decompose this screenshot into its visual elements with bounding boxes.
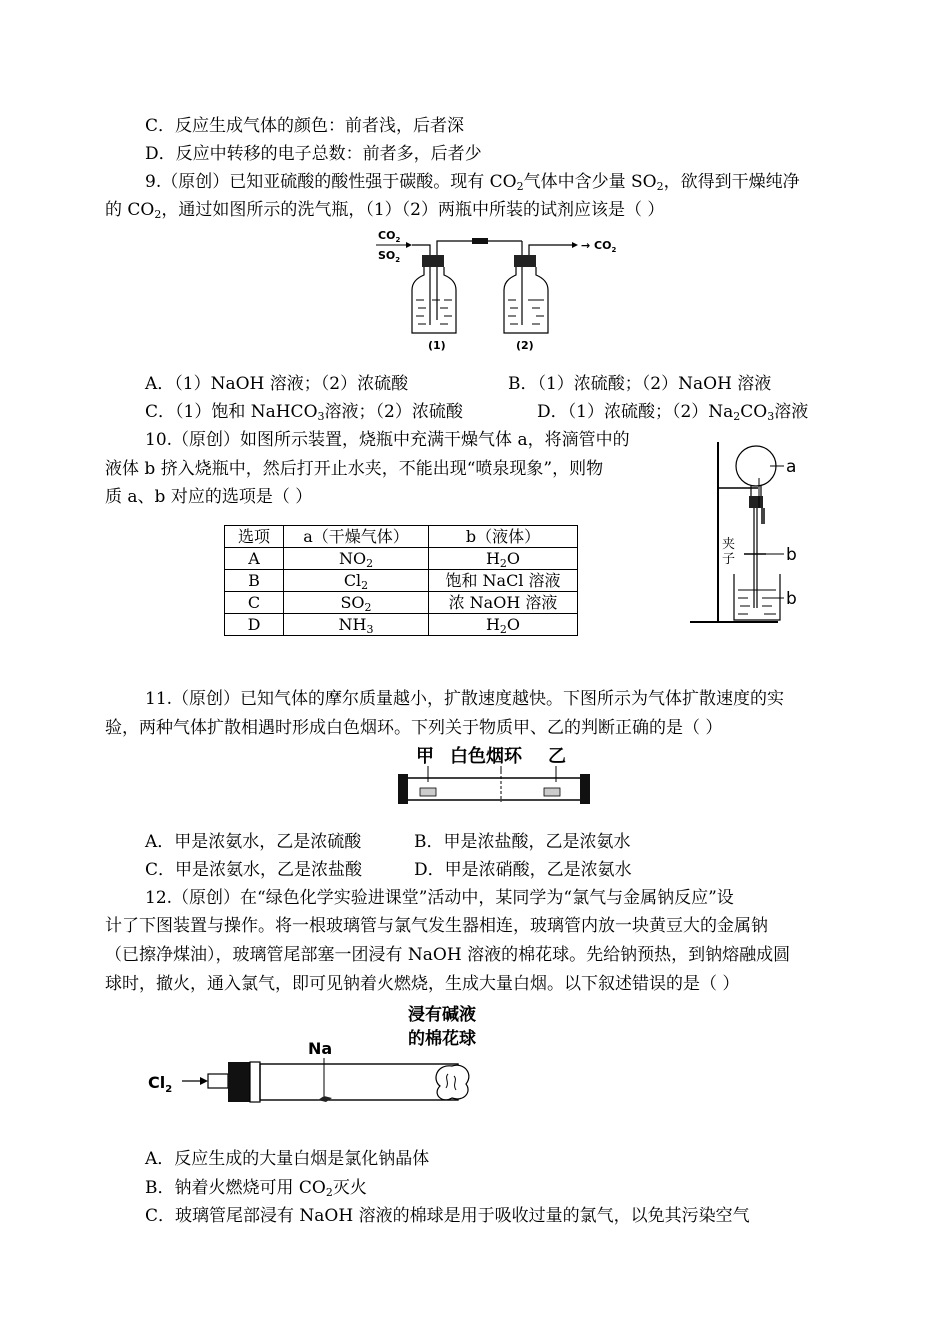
q10-stem-line2: 液体 b 挤入烧瓶中，然后打开止水夹，不能出现“喷泉现象”，则物 xyxy=(105,459,604,479)
gas-cell: $NH_3$ xyxy=(284,614,429,636)
gas-cell: $NO_2$ xyxy=(284,548,429,570)
q9-stem-line2: 的 $CO_2$，通过如图所示的洗气瓶，（1）（2）两瓶中所装的试剂应该是（ ） xyxy=(105,200,665,221)
wash-bottles-figure xyxy=(372,225,617,355)
option-cell: A xyxy=(225,548,284,570)
q10-stem-line3: 质 a、b 对应的选项是（ ） xyxy=(105,487,313,507)
q11-option-b: B．甲是浓盐酸，乙是浓氨水 xyxy=(414,832,631,852)
liquid-cell: $H_2O$ xyxy=(429,614,578,636)
clamp-label-2: 子 xyxy=(722,552,736,567)
table-header: b（液体） xyxy=(429,526,578,548)
q8-option-c: C．反应生成气体的颜色：前者浅，后者深 xyxy=(145,116,465,136)
cotton-label-1: 浸有碱液 xyxy=(408,1005,476,1025)
fig-co2-out: → $CO_2$ xyxy=(581,239,617,254)
label-smoke-ring: 白色烟环 xyxy=(450,746,522,767)
fig-bottle1-label: (1) xyxy=(428,339,446,352)
liquid-cell: $H_2O$ xyxy=(429,548,578,570)
fig-so2-in: $SO_2$ xyxy=(378,249,401,264)
q11-option-d: D．甲是浓硝酸，乙是浓氨水 xyxy=(414,860,632,880)
diffusion-tube-figure xyxy=(396,740,592,808)
table-header: a（干燥气体） xyxy=(284,526,429,548)
q12-option-b: B．钠着火燃烧可用 $CO_2$灭火 xyxy=(145,1178,367,1199)
table-header: 选项 xyxy=(225,526,284,548)
q11-option-c: C．甲是浓氨水，乙是浓盐酸 xyxy=(145,860,363,880)
q9-option-b: B．（1）浓硫酸；（2）NaOH 溶液 xyxy=(508,374,772,394)
gas-cell: $Cl_2$ xyxy=(284,570,429,592)
q8-option-d: D．反应中转移的电子总数：前者多，后者少 xyxy=(145,144,482,164)
table-row xyxy=(225,614,578,636)
q9-option-c: C．（1）饱和 NaHCO$_3$溶液；（2）浓硫酸 xyxy=(145,402,463,423)
q9-stem-line1: 9.（原创）已知亚硫酸的酸性强于碳酸。现有 $CO_2$气体中含少量 $SO_2$，欲得到干燥纯净 xyxy=(145,172,800,193)
fig-co2-in: $CO_2$ xyxy=(378,229,401,244)
gas-cell: $SO_2$ xyxy=(284,592,429,614)
liquid-cell: 浓 NaOH 溶液 xyxy=(429,592,578,614)
table-row xyxy=(225,570,578,592)
q10-options-table xyxy=(224,525,578,636)
clamp-label-1: 夹 xyxy=(722,537,736,552)
label-jia: 甲 xyxy=(416,746,434,767)
liquid-cell: 饱和 NaCl 溶液 xyxy=(429,570,578,592)
q9-option-d: D．（1）浓硫酸；$(2)Na_2CO_3$溶液 xyxy=(537,402,809,423)
label-b-beaker: b xyxy=(786,589,797,609)
q10-stem-line1: 10.（原创）如图所示装置，烧瓶中充满干燥气体 a，将滴管中的 xyxy=(145,430,630,450)
label-a: a xyxy=(786,457,797,477)
option-cell: D xyxy=(225,614,284,636)
option-cell: C xyxy=(225,592,284,614)
label-cl2: $Cl_2$ xyxy=(148,1073,173,1095)
option-cell: B xyxy=(225,570,284,592)
q11-stem-line2: 验，两种气体扩散相遇时形成白色烟环。下列关于物质甲、乙的判断正确的是（ ） xyxy=(105,718,723,738)
q12-option-a: A．反应生成的大量白烟是氯化钠晶体 xyxy=(145,1149,430,1169)
label-na: Na xyxy=(308,1039,333,1058)
q12-stem-line4: 球时，撤火，通入氯气，即可见钠着火燃烧，生成大量白烟。以下叙述错误的是（ ） xyxy=(105,974,740,994)
q9-option-a: A．（1）NaOH 溶液；（2）浓硫酸 xyxy=(145,374,409,394)
table-row xyxy=(225,548,578,570)
q12-stem-line1: 12.（原创）在“绿色化学实验进课堂”活动中，某同学为“氯气与金属钠反应”设 xyxy=(145,888,734,908)
q12-option-c: C．玻璃管尾部浸有 NaOH 溶液的棉球是用于吸收过量的氯气，以免其污染空气 xyxy=(145,1206,750,1226)
fig-bottle2-label: (2) xyxy=(516,339,534,352)
q11-stem-line1: 11.（原创）已知气体的摩尔质量越小，扩散速度越快。下图所示为气体扩散速度的实 xyxy=(145,689,785,709)
q12-stem-line2: 计了下图装置与操作。将一根玻璃管与氯气发生器相连，玻璃管内放一块黄豆大的金属钠 xyxy=(105,916,768,936)
sodium-chlorine-figure xyxy=(146,1000,526,1110)
q12-stem-line3: （已擦净煤油），玻璃管尾部塞一团浸有 NaOH 溶液的棉花球。先给钠预热，到钠熔融成圆 xyxy=(105,945,791,965)
table-header-row xyxy=(225,526,578,548)
label-yi: 乙 xyxy=(548,746,566,767)
table-row xyxy=(225,592,578,614)
label-b-tube: b xyxy=(786,545,797,565)
cotton-label-2: 的棉花球 xyxy=(408,1029,476,1049)
fountain-apparatus-figure xyxy=(688,438,808,628)
q11-option-a: A．甲是浓氨水，乙是浓硫酸 xyxy=(145,832,362,852)
